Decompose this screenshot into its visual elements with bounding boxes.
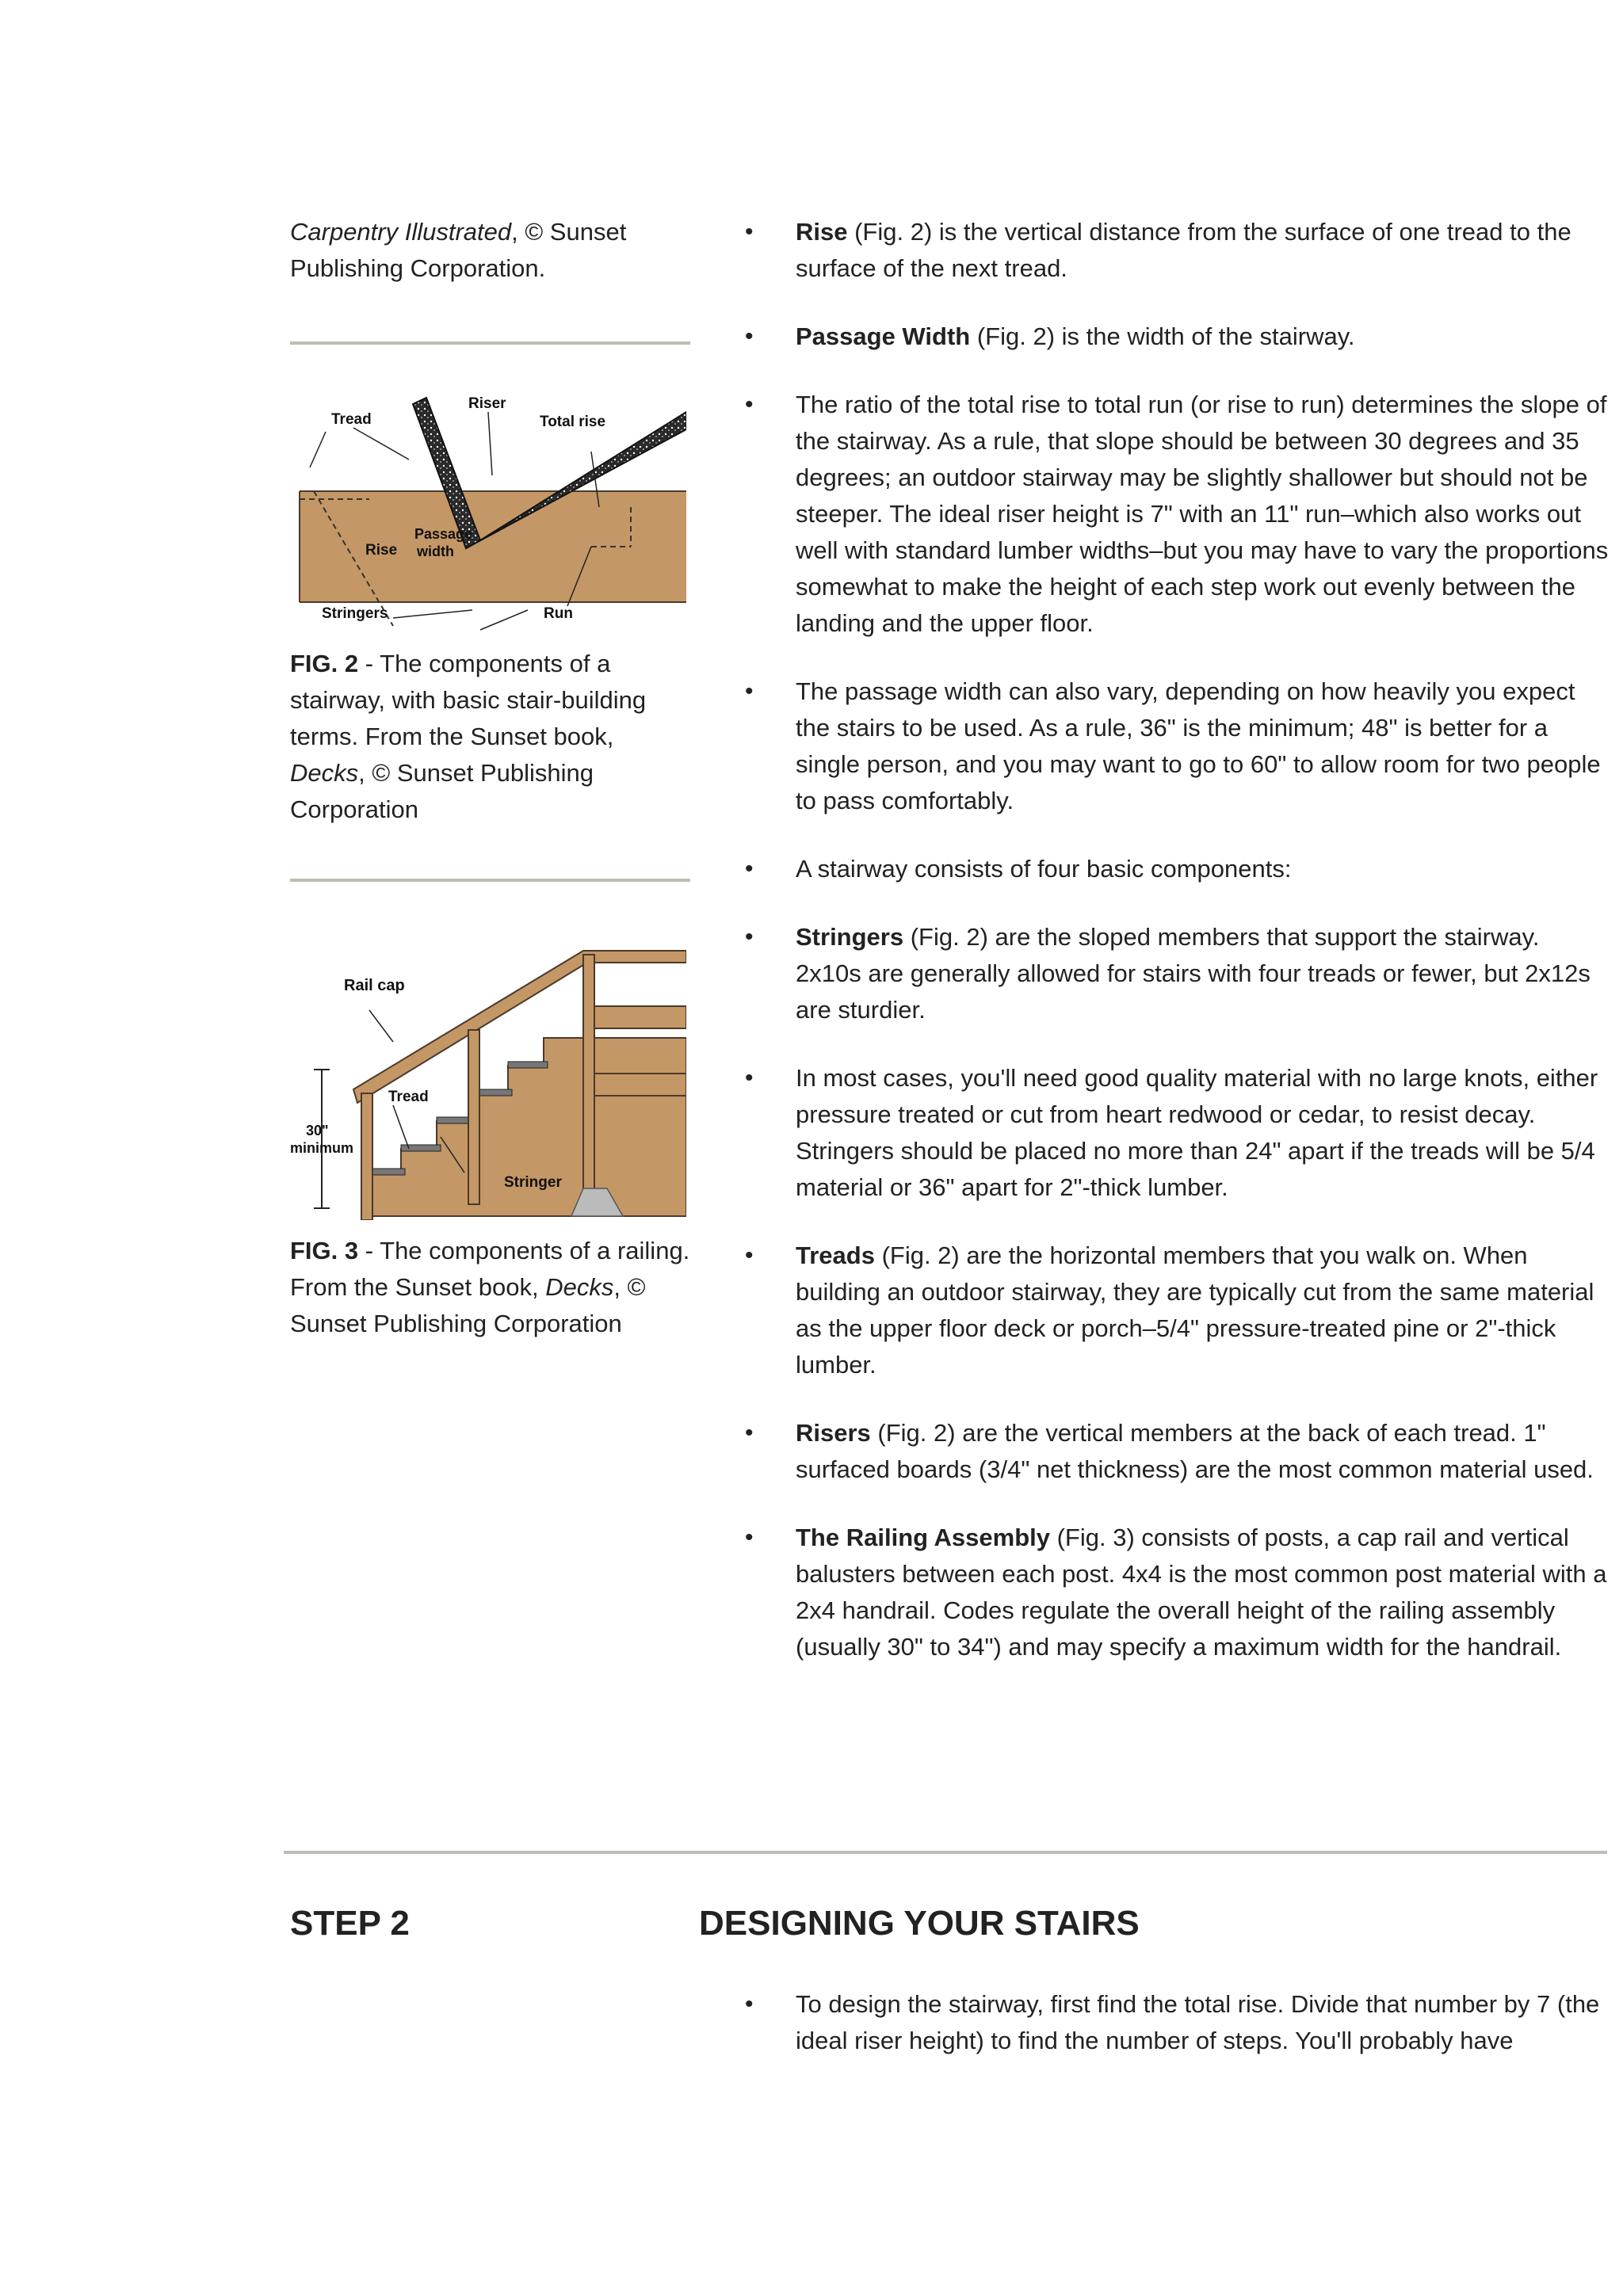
bullet-text: (Fig. 3) consists of posts, a cap rail and vertical balusters between each post. 4x4 is the most common post material with a 2x4 handrail. Codes regulate the overall height of the railing assembly (usually 30" to 34") and may specify a maximum width for the handrail. (796, 1524, 1607, 1661)
bullet-text: (Fig. 2) is the width of the stairway. (970, 322, 1355, 350)
fig2-label-rise: Rise (365, 542, 398, 559)
list-item (737, 1415, 1609, 1488)
design-bullet-list (737, 1986, 1609, 2091)
fig2-caption-credit: , © Sunset Publishing Corporation (290, 759, 594, 823)
bullet-text: (Fig. 2) is the vertical distance from the surface of one tread to the surface of the next tread. (796, 218, 1571, 282)
fig2-label-riser: Riser (468, 395, 506, 412)
list-item (737, 1520, 1609, 1665)
fig3-svg (290, 935, 686, 1220)
list-item (737, 1238, 1609, 1383)
fig3-caption-text: - The components of a railing. From the Sunset book, (290, 1237, 690, 1301)
section-title: DESIGNING YOUR STAIRS (699, 1904, 1140, 1943)
bullet-term: Stringers (796, 923, 904, 951)
fig2-svg (290, 388, 686, 634)
fig3-label-stringer: Stringer (504, 1174, 562, 1191)
fig2-label-passage: Passage (414, 526, 473, 542)
fig2-caption (290, 646, 694, 828)
fig2-label-run: Run (544, 605, 573, 622)
fig2-label-width: width (417, 543, 454, 559)
fig3-label-min-word: minimum (290, 1140, 354, 1156)
bullet-term: Risers (796, 1419, 871, 1447)
fig2-label-stringers: Stringers (322, 605, 388, 622)
bullet-text: In most cases, you'll need good quality material with no large knots, either pressure treated or cut from heart redwood or cedar, to resist decay. Stringers should be placed no more than 24" apart if the treads will be 5/4 material or 36" apart for 2"-thick lumber. (796, 1064, 1598, 1201)
fig3-caption (290, 1233, 694, 1342)
fig3-label-rail-cap: Rail cap (344, 977, 405, 994)
fig3-label-tread: Tread (388, 1089, 429, 1105)
divider (290, 879, 690, 882)
list-item (737, 1060, 1609, 1206)
component-bullet-list (737, 214, 1609, 1697)
caption-carpentry-illustrated (290, 214, 694, 287)
bullet-text: (Fig. 2) are the vertical members at the back of each tread. 1" surfaced boards (3/4" net thickness) are the most common material used. (796, 1419, 1594, 1483)
list-item (737, 387, 1609, 642)
section-divider (284, 1851, 1607, 1854)
list-item (737, 1986, 1609, 2059)
fig2-caption-label: FIG. 2 (290, 650, 359, 677)
caption-credit: , © Sunset Publishing Corporation. (290, 218, 627, 282)
bullet-term: Passage Width (796, 322, 971, 350)
bullet-term: Rise (796, 218, 848, 246)
fig2-caption-text: - The components of a stairway, with basic stair-building terms. From the Sunset book, (290, 650, 647, 750)
fig2-label-total-rise: Total rise (540, 414, 606, 430)
fig3-caption-label: FIG. 3 (290, 1237, 359, 1264)
bullet-text: The passage width can also vary, depending on how heavily you expect the stairs to be used. As a rule, 36" is the minimum; 48" is better for a single person, and you may want to go to 60" to allow room for two people to pass comfortably. (796, 677, 1601, 814)
bullet-text: (Fig. 2) are the horizontal members that you walk on. When building an outdoor stairway, they are typically cut from the same material as the upper floor deck or porch–5/4" pressure-treated pine or 2"-thick lumber. (796, 1241, 1594, 1379)
list-item (737, 318, 1609, 355)
divider (290, 341, 690, 345)
fig3-label-min-value: 30" (306, 1123, 329, 1138)
fig3-caption-book: Decks (545, 1273, 614, 1301)
fig2-stringer-body (300, 491, 686, 602)
fig3-caption-credit: , © Sunset Publishing Corporation (290, 1273, 646, 1337)
list-item (737, 919, 1609, 1028)
bullet-text: (Fig. 2) are the sloped members that support the stairway. 2x10s are generally allowed for stairs with four treads or fewer, but 2x12s are sturdier. (796, 923, 1591, 1024)
fig2-stairway-diagram (290, 388, 686, 634)
step-label: STEP 2 (290, 1904, 410, 1943)
bullet-text: A stairway consists of four basic components: (796, 855, 1292, 883)
fig3-railing-diagram (290, 935, 686, 1220)
fig2-label-tread: Tread (331, 411, 372, 428)
fig2-caption-book: Decks (290, 759, 359, 787)
bullet-text: To design the stairway, first find the total rise. Divide that number by 7 (the ideal riser height) to find the number of steps. You'll probably have (796, 1990, 1600, 2054)
list-item (737, 673, 1609, 819)
list-item (737, 851, 1609, 887)
bullet-term: The Railing Assembly (796, 1524, 1050, 1551)
bullet-term: Treads (796, 1241, 875, 1269)
caption-book-title: Carpentry Illustrated (290, 218, 512, 246)
list-item (737, 214, 1609, 287)
bullet-text: The ratio of the total rise to total run (or rise to run) determines the slope of the stairway. As a rule, that slope should be between 30 degrees and 35 degrees; an outdoor stairway may be slightly shallower but should not be steeper. The ideal riser height is 7" with an 11" run–which also works out well with standard lumber widths–but you may have to vary the proportions somewhat to make the height of each step work out evenly between the landing and the upper floor. (796, 391, 1609, 637)
